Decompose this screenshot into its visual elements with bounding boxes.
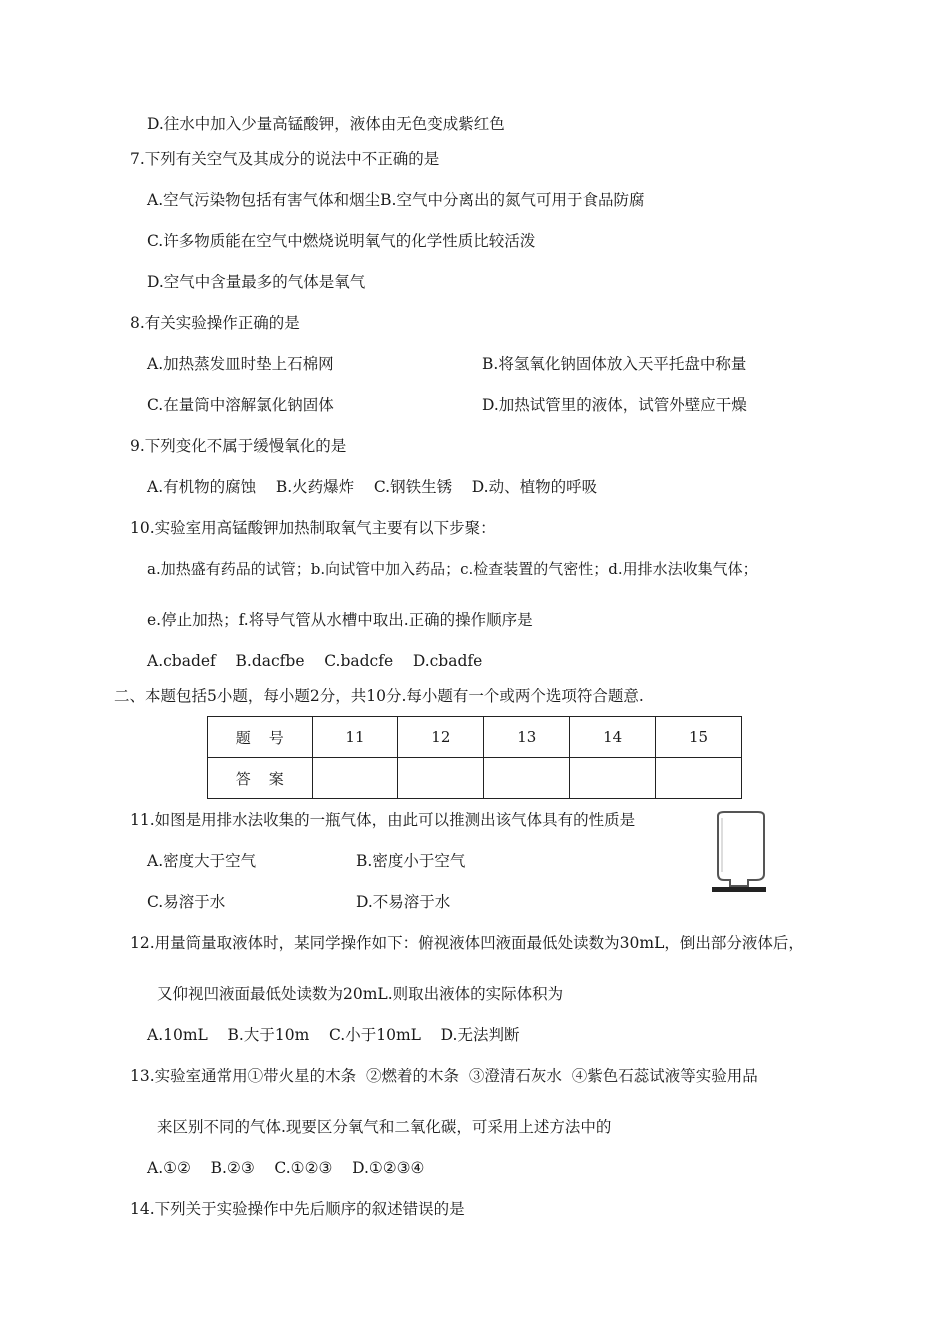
q10-options: A.cbadef B.dacfbe C.badcfe D.cbadfe (147, 652, 483, 670)
question-number-cell: 14 (570, 717, 656, 758)
number-row-label: 题号 (208, 717, 313, 758)
q12-continued: 又仰视凹液面最低处读数为20mL.则取出液体的实际体积为 (157, 985, 564, 1003)
answer-table-answer-row (208, 758, 742, 799)
q11-option-b: B.密度小于空气 (356, 852, 466, 870)
q8-option-b: B.将氢氧化钠固体放入天平托盘中称量 (482, 355, 747, 373)
question-number-cell: 15 (656, 717, 742, 758)
question-11: 11.如图是用排水法收集的一瓶气体，由此可以推测出该气体具有的性质是 (130, 811, 636, 829)
section-2-heading: 二、本题包括5小题，每小题2分，共10分.每小题有一个或两个选项符合题意. (114, 687, 644, 705)
q11-option-d: D.不易溶于水 (356, 893, 451, 911)
q10-steps-1: a.加热盛有药品的试管；b.向试管中加入药品；c.检查装置的气密性；d.用排水法收集气体； (147, 560, 758, 578)
q13-options: A.①② B.②③ C.①②③ D.①②③④ (147, 1159, 425, 1177)
q13-continued: 来区别不同的气体.现要区分氧气和二氧化碳，可采用上述方法中的 (157, 1118, 612, 1136)
question-9: 9.下列变化不属于缓慢氧化的是 (130, 437, 347, 455)
question-14: 14.下列关于实验操作中先后顺序的叙述错误的是 (130, 1200, 465, 1218)
q7-option-c: C.许多物质能在空气中燃烧说明氧气的化学性质比较活泼 (147, 232, 536, 250)
answer-cell[interactable] (484, 758, 570, 799)
answer-cell[interactable] (656, 758, 742, 799)
answer-cell[interactable] (398, 758, 484, 799)
answer-cell[interactable] (570, 758, 656, 799)
q10-steps-2: e.停止加热；f.将导气管从水槽中取出.正确的操作顺序是 (147, 611, 533, 629)
answer-row-label: 答案 (208, 758, 313, 799)
q9-options: A.有机物的腐蚀 B.火药爆炸 C.钢铁生锈 D.动、植物的呼吸 (147, 478, 598, 496)
q11-option-a: A.密度大于空气 (147, 852, 257, 870)
q11-option-c: C.易溶于水 (147, 893, 226, 911)
q7-options-ab: A.空气污染物包括有害气体和烟尘B.空气中分离出的氮气可用于食品防腐 (147, 191, 645, 209)
q8-option-d: D.加热试管里的液体，试管外壁应干燥 (482, 396, 747, 414)
q8-option-c: C.在量筒中溶解氯化钠固体 (147, 396, 334, 414)
question-number-cell: 13 (484, 717, 570, 758)
gas-bottle-figure (708, 810, 770, 896)
question-13: 13.实验室通常用①带火星的木条 ②燃着的木条 ③澄清石灰水 ④紫色石蕊试液等实验用品 (130, 1067, 758, 1085)
q6-option-d: D.往水中加入少量高锰酸钾，液体由无色变成紫红色 (147, 115, 505, 133)
q7-option-d: D.空气中含量最多的气体是氧气 (147, 273, 366, 291)
question-12: 12.用量筒量取液体时，某同学操作如下：俯视液体凹液面最低处读数为30mL，倒出部分液体后， (130, 934, 804, 952)
q8-option-a: A.加热蒸发皿时垫上石棉网 (147, 355, 334, 373)
q12-options: A.10mL B.大于10m C.小于10mL D.无法判断 (147, 1026, 520, 1044)
question-number-cell: 12 (398, 717, 484, 758)
question-8: 8.有关实验操作正确的是 (130, 314, 300, 332)
answer-table-number-row (208, 717, 742, 758)
answer-table (207, 716, 742, 799)
question-number-cell: 11 (312, 717, 398, 758)
question-10: 10.实验室用高锰酸钾加热制取氧气主要有以下步聚： (130, 519, 496, 537)
question-7: 7.下列有关空气及其成分的说法中不正确的是 (130, 150, 440, 168)
answer-cell[interactable] (312, 758, 398, 799)
